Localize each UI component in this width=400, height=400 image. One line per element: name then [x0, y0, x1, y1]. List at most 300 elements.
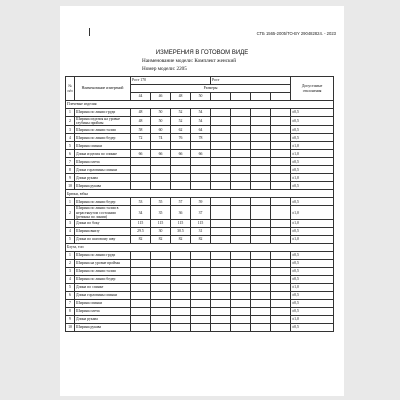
row-number: 7 — [66, 300, 75, 308]
row-number: 4 — [66, 228, 75, 236]
measurement-value — [211, 252, 231, 260]
measurement-value — [231, 166, 251, 174]
measurement-value: 82 — [171, 236, 191, 244]
measurement-value — [211, 228, 231, 236]
tolerance-value: ±0,5 — [291, 324, 334, 332]
measurement-value — [231, 284, 251, 292]
measurement-value — [191, 268, 211, 276]
measurement-value: 31 — [191, 228, 211, 236]
measurement-value — [171, 166, 191, 174]
measurement-value — [271, 252, 291, 260]
measurement-value: 66 — [171, 150, 191, 158]
measurement-value — [251, 236, 271, 244]
measurement-value — [211, 300, 231, 308]
measurement-value: 50 — [151, 109, 171, 117]
measurement-value — [231, 109, 251, 117]
measurement-value — [211, 134, 231, 142]
measurement-name: Длина рукава — [75, 174, 131, 182]
measurement-value — [231, 324, 251, 332]
table-row — [66, 268, 334, 276]
tolerance-value: ±0,5 — [291, 158, 334, 166]
measurement-value — [231, 142, 251, 150]
measurement-value — [271, 206, 291, 220]
measurement-name: Длина горловины спинки — [75, 292, 131, 300]
measurement-value — [251, 117, 271, 126]
section-title: Брюки, юбка — [66, 190, 334, 198]
tolerance-value: ±1,0 — [291, 142, 334, 150]
measurement-value: 74 — [151, 134, 171, 142]
tolerance-value: ±1,0 — [291, 316, 334, 324]
size-header-cell: 48 — [171, 93, 191, 101]
row-number: 10 — [66, 324, 75, 332]
measurement-value — [131, 142, 151, 150]
measurement-value — [231, 316, 251, 324]
measurement-value: 30 — [151, 228, 171, 236]
row-number: 1 — [66, 198, 75, 206]
measurement-value — [211, 292, 231, 300]
measurement-value — [271, 316, 291, 324]
measurement-value — [251, 206, 271, 220]
measurement-value: 115 — [151, 220, 171, 228]
measurement-value — [271, 198, 291, 206]
measurement-value — [131, 292, 151, 300]
table-row — [66, 142, 334, 150]
measurement-value — [191, 316, 211, 324]
measurement-value — [131, 182, 151, 190]
measurement-name: Ширина по линии бедер — [75, 198, 131, 206]
page-title: ИЗМЕРЕНИЯ В ГОТОВОМ ВИДЕ — [155, 50, 249, 56]
measurement-value — [131, 276, 151, 284]
row-number: 4 — [66, 134, 75, 142]
measurement-value: 34 — [131, 206, 151, 220]
measurement-value: 62 — [171, 126, 191, 134]
measurement-value — [211, 316, 231, 324]
measurement-value — [151, 252, 171, 260]
measurement-value — [131, 324, 151, 332]
measurement-value: 29.5 — [131, 228, 151, 236]
measurement-value — [231, 134, 251, 142]
measurement-value: 54 — [191, 117, 211, 126]
tolerance-value: ±0,5 — [291, 166, 334, 174]
measurement-value — [251, 316, 271, 324]
measurement-value — [231, 268, 251, 276]
measurement-value — [151, 284, 171, 292]
header-height-2: Рост — [211, 77, 291, 85]
measurement-value — [211, 117, 231, 126]
measurement-value — [231, 174, 251, 182]
measurement-value — [231, 220, 251, 228]
measurement-value — [271, 142, 291, 150]
table-body — [66, 77, 334, 332]
table-row — [66, 220, 334, 228]
measurement-value — [271, 276, 291, 284]
measurement-value — [231, 228, 251, 236]
measurement-value: 55 — [151, 198, 171, 206]
measurement-value: 66 — [151, 150, 171, 158]
measurement-value: 52 — [171, 117, 191, 126]
measurement-value — [171, 284, 191, 292]
measurement-value — [271, 117, 291, 126]
measurement-value: 60 — [151, 126, 171, 134]
measurement-value — [171, 260, 191, 268]
measurement-value: 76 — [171, 134, 191, 142]
tolerance-value: ±0,5 — [291, 268, 334, 276]
row-number: 1 — [66, 109, 75, 117]
tolerance-value: ±0,5 — [291, 252, 334, 260]
model-number: Номер модели: 2205 — [142, 66, 187, 72]
measurement-value — [191, 300, 211, 308]
measurement-value — [211, 324, 231, 332]
measurement-value — [251, 300, 271, 308]
measurement-value — [251, 174, 271, 182]
measurement-value — [251, 134, 271, 142]
tolerance-value: ±1,0 — [291, 220, 334, 228]
measurement-value — [131, 252, 151, 260]
measurement-value — [271, 134, 291, 142]
row-number: 6 — [66, 150, 75, 158]
measurement-value: 48 — [131, 117, 151, 126]
measurement-name: Ширина по линии талии — [75, 268, 131, 276]
measurement-value — [151, 174, 171, 182]
measurement-value — [251, 252, 271, 260]
measurement-value: 64 — [191, 126, 211, 134]
table-row — [66, 166, 334, 174]
row-number: 8 — [66, 308, 75, 316]
measurement-value: 115 — [131, 220, 151, 228]
measurement-value — [191, 252, 211, 260]
measurement-value — [171, 276, 191, 284]
tolerance-value: ±0,5 — [291, 276, 334, 284]
section-header-row — [66, 190, 334, 198]
measurement-value — [211, 182, 231, 190]
measurement-value — [251, 220, 271, 228]
tolerance-value: ±0,5 — [291, 308, 334, 316]
measurement-value — [251, 158, 271, 166]
measurement-value — [271, 166, 291, 174]
measurement-value — [151, 166, 171, 174]
measurement-value — [211, 174, 231, 182]
tolerance-value: ±0,5 — [291, 117, 334, 126]
measurement-name: Ширина плеча — [75, 158, 131, 166]
tolerance-value: ±0,5 — [291, 292, 334, 300]
measurement-value: 48 — [131, 109, 151, 117]
measurement-name: Длина изделия по спинке — [75, 150, 131, 158]
measurement-value: 78 — [191, 134, 211, 142]
table-row — [66, 126, 334, 134]
measurement-value: 66 — [131, 150, 151, 158]
measurement-value: 66 — [191, 150, 211, 158]
row-number: 2 — [66, 206, 75, 220]
measurement-name: Ширина по линии бедер — [75, 134, 131, 142]
measurement-value — [131, 268, 151, 276]
measurement-value — [231, 158, 251, 166]
measurement-value: 50 — [151, 117, 171, 126]
row-number: 9 — [66, 316, 75, 324]
row-number: 5 — [66, 284, 75, 292]
header-tolerance: Допустимые отклонения — [291, 77, 334, 101]
size-header-cell: 44 — [131, 93, 151, 101]
measurement-name: Ширина изделия на уровне глубины проймы — [75, 117, 131, 126]
measurement-value — [191, 284, 211, 292]
measurement-value — [231, 300, 251, 308]
measurement-name: Ширина по линии груди — [75, 252, 131, 260]
measurement-value — [251, 292, 271, 300]
size-header-cell — [211, 93, 231, 101]
row-number: 3 — [66, 126, 75, 134]
measurement-value: 57 — [171, 198, 191, 206]
size-header-cell: 46 — [151, 93, 171, 101]
row-number: 3 — [66, 220, 75, 228]
measurement-value: 30.5 — [171, 228, 191, 236]
measurement-value — [191, 174, 211, 182]
measurement-value — [251, 284, 271, 292]
measurement-value — [231, 198, 251, 206]
measurement-value — [251, 150, 271, 158]
measurement-value — [271, 300, 291, 308]
margin-mark — [89, 28, 90, 36]
table-row — [66, 206, 334, 220]
measurement-value — [131, 158, 151, 166]
measurement-value: 35 — [151, 206, 171, 220]
tolerance-value: ±0,5 — [291, 109, 334, 117]
tolerance-value: ±0,5 — [291, 126, 334, 134]
table-row — [66, 134, 334, 142]
measurement-value: 115 — [171, 220, 191, 228]
measurement-value — [211, 220, 231, 228]
table-row — [66, 292, 334, 300]
measurement-value: 82 — [131, 236, 151, 244]
row-number: 2 — [66, 260, 75, 268]
measurement-value — [191, 142, 211, 150]
table-row — [66, 276, 334, 284]
header-measurement-name: Наименование измерений — [75, 77, 131, 101]
measurement-name: Длина по спинке — [75, 284, 131, 292]
measurement-value — [211, 150, 231, 158]
measurement-value — [171, 300, 191, 308]
measurement-name: Ширина спинки — [75, 300, 131, 308]
measurement-value — [131, 166, 151, 174]
table-row — [66, 109, 334, 117]
measurement-value — [271, 284, 291, 292]
standard-number: СТБ 1565-2005/ТО-BY 290482824. - 2023 — [256, 31, 336, 36]
measurement-value — [251, 268, 271, 276]
measurement-value — [231, 182, 251, 190]
measurement-value — [271, 150, 291, 158]
measurement-name: Длина по шаговому шву — [75, 236, 131, 244]
header-row-1 — [66, 77, 334, 85]
measurement-value — [131, 260, 151, 268]
measurement-value — [151, 324, 171, 332]
measurement-value — [151, 268, 171, 276]
measurement-value — [231, 150, 251, 158]
measurement-value — [231, 292, 251, 300]
measurement-value — [231, 236, 251, 244]
tolerance-value: ±1,0 — [291, 284, 334, 292]
measurement-value — [171, 308, 191, 316]
measurement-value — [191, 166, 211, 174]
measurement-value — [211, 142, 231, 150]
measurement-name: Ширина рукава — [75, 324, 131, 332]
measurement-value: 36 — [171, 206, 191, 220]
measurement-value — [151, 276, 171, 284]
measurement-name: Ширина на уровне проймы — [75, 260, 131, 268]
table-row — [66, 324, 334, 332]
measurement-value — [251, 324, 271, 332]
measurement-value — [271, 324, 291, 332]
measurement-value — [191, 308, 211, 316]
table-row — [66, 150, 334, 158]
measurement-value — [171, 182, 191, 190]
measurement-value — [271, 260, 291, 268]
measurement-value — [211, 126, 231, 134]
measurement-value — [211, 166, 231, 174]
measurement-value — [211, 198, 231, 206]
measurement-value — [171, 316, 191, 324]
measurement-value — [211, 206, 231, 220]
measurement-name: Ширина по линии бедер — [75, 276, 131, 284]
measurement-value — [211, 308, 231, 316]
measurement-value — [231, 117, 251, 126]
measurement-value — [171, 252, 191, 260]
measurement-value — [191, 260, 211, 268]
header-height-170: Рост 170 — [131, 77, 211, 85]
measurement-value — [271, 308, 291, 316]
measurement-name: Ширина по линии талии — [75, 126, 131, 134]
measurement-value — [251, 276, 271, 284]
table-row — [66, 158, 334, 166]
measurement-value — [271, 126, 291, 134]
table-row — [66, 236, 334, 244]
row-number: 4 — [66, 276, 75, 284]
measurement-value: 52 — [171, 109, 191, 117]
measurement-value — [271, 236, 291, 244]
size-header-cell: 50 — [191, 93, 211, 101]
measurement-value: 59 — [191, 198, 211, 206]
measurement-value — [151, 182, 171, 190]
section-header-row — [66, 244, 334, 252]
tolerance-value: ±0,5 — [291, 300, 334, 308]
measurement-value — [131, 308, 151, 316]
measurement-value — [191, 276, 211, 284]
table-row — [66, 260, 334, 268]
size-header-cell — [271, 93, 291, 101]
measurement-value — [211, 268, 231, 276]
measurement-value — [171, 324, 191, 332]
size-header-cell — [231, 93, 251, 101]
measurement-value — [131, 174, 151, 182]
measurement-value — [211, 260, 231, 268]
measurements-table — [65, 76, 334, 332]
measurement-name: Ширина рукава — [75, 182, 131, 190]
tolerance-value: ±0,5 — [291, 182, 334, 190]
table-row — [66, 182, 334, 190]
row-number: 6 — [66, 292, 75, 300]
measurement-name: Длина горловины спинки — [75, 166, 131, 174]
measurement-value: 82 — [151, 236, 171, 244]
measurement-value: 53 — [131, 198, 151, 206]
measurement-value — [171, 142, 191, 150]
measurement-value — [131, 316, 151, 324]
measurement-value — [151, 260, 171, 268]
table-row — [66, 228, 334, 236]
measurement-value — [151, 316, 171, 324]
measurement-value — [151, 158, 171, 166]
measurement-value — [271, 174, 291, 182]
measurement-value — [251, 260, 271, 268]
measurement-value — [211, 158, 231, 166]
row-number: 7 — [66, 158, 75, 166]
table-row — [66, 300, 334, 308]
measurement-value — [271, 182, 291, 190]
section-title: Блуза, топ — [66, 244, 334, 252]
measurement-value — [171, 292, 191, 300]
table-row — [66, 174, 334, 182]
tolerance-value: ±0,5 — [291, 198, 334, 206]
measurement-value — [151, 308, 171, 316]
measurement-value: 58 — [131, 126, 151, 134]
measurement-value — [171, 174, 191, 182]
measurement-value — [251, 126, 271, 134]
measurement-value — [231, 252, 251, 260]
measurement-name: Ширина спинки — [75, 142, 131, 150]
measurement-value — [231, 206, 251, 220]
table-row — [66, 316, 334, 324]
row-number: 1 — [66, 252, 75, 260]
measurement-name: Ширина по линии груди — [75, 109, 131, 117]
size-header-cell — [251, 93, 271, 101]
document-page — [60, 6, 344, 396]
tolerance-value: ±1,0 — [291, 174, 334, 182]
row-number: 8 — [66, 166, 75, 174]
measurement-value — [191, 292, 211, 300]
measurement-value — [251, 166, 271, 174]
table-row — [66, 308, 334, 316]
row-number: 2 — [66, 117, 75, 126]
measurement-value — [131, 284, 151, 292]
measurement-value — [191, 158, 211, 166]
table-row — [66, 252, 334, 260]
measurement-value — [231, 260, 251, 268]
tolerance-value: ±1,0 — [291, 206, 334, 220]
measurement-value — [211, 284, 231, 292]
measurement-value — [231, 276, 251, 284]
measurement-value: 115 — [191, 220, 211, 228]
measurement-value: 72 — [131, 134, 151, 142]
measurement-value — [191, 324, 211, 332]
measurement-value — [271, 292, 291, 300]
tolerance-value: ±0,5 — [291, 228, 334, 236]
row-number: 5 — [66, 142, 75, 150]
row-number: 5 — [66, 236, 75, 244]
measurement-name: Ширина внизу — [75, 228, 131, 236]
product-name: Наименование модели: Комплект женский — [142, 58, 237, 64]
measurement-value — [271, 228, 291, 236]
measurement-value — [151, 142, 171, 150]
measurement-value — [151, 292, 171, 300]
measurement-value — [251, 182, 271, 190]
measurement-name: Длина по боку — [75, 220, 131, 228]
tolerance-value: ±1,0 — [291, 236, 334, 244]
measurement-value — [211, 109, 231, 117]
measurement-value — [171, 268, 191, 276]
measurement-value: 54 — [191, 109, 211, 117]
measurement-value — [271, 158, 291, 166]
measurement-value: 82 — [191, 236, 211, 244]
measurement-value — [251, 228, 271, 236]
measurement-value — [151, 300, 171, 308]
measurement-value — [271, 220, 291, 228]
measurement-value: 37 — [191, 206, 211, 220]
